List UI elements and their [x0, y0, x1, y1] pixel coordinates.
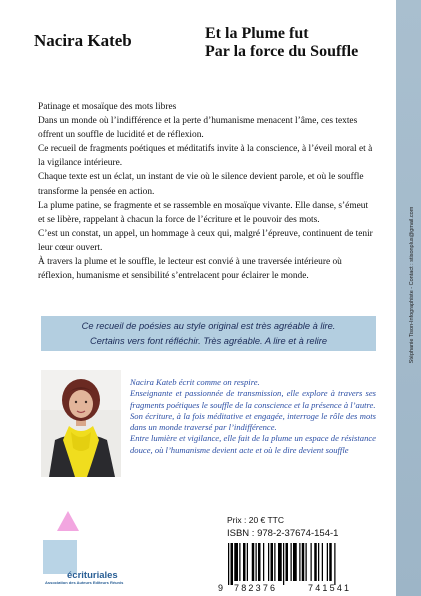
title-line-2: Par la force du Souffle [205, 43, 359, 60]
spine-credit: Stéphanie Tison-Infographiste - Contact : stisonplus@gmail.com [409, 206, 415, 364]
barcode-bar [228, 543, 229, 585]
author-bio [130, 377, 376, 456]
barcode-bar [239, 543, 240, 581]
price-label: Prix : 20 € TTC [227, 515, 284, 525]
author-photo [41, 370, 121, 477]
bio-paragraph: Entre lumière et vigilance, elle fait de la plume un espace de résistance douce, où l’humanisme devient acte et où le dire devient souffle [130, 433, 376, 455]
barcode-bar [234, 543, 238, 581]
barcode-bar [274, 543, 275, 581]
barcode-bar [334, 543, 335, 585]
bio-paragraph: Son écriture, à la fois méditative et engagée, interroge le rôle des mots dans un monde traversé par l’indifférence. [130, 410, 376, 433]
bio-paragraph: Nacira Kateb écrit comme on respire. [130, 377, 260, 387]
back-text-paragraph: C’est un constat, un appel, un hommage à ceux qui, malgré l’épreuve, continuent de tenir leur cœur ouvert. [38, 228, 373, 253]
barcode-bar [243, 543, 246, 581]
barcode-bar [329, 543, 332, 581]
author-name: Nacira Kateb [34, 31, 132, 50]
barcode-bar [322, 543, 323, 581]
barcode-bar [327, 543, 328, 581]
isbn-barcode [216, 543, 380, 595]
barcode-bar [286, 543, 289, 581]
barcode-bar [291, 543, 292, 581]
barcode-bar [271, 543, 274, 581]
review-line-2: Certains vers font réfléchir. Très agréable. A lire et à relire [90, 336, 327, 346]
publisher-name: écrituriales [67, 570, 118, 581]
barcode-bar [318, 543, 319, 581]
bio-paragraph: Enseignante et passionnée de transmission, elle explore à travers ses fragments poétiques le souffle de la conscience et la présence à l’autre. [130, 388, 376, 410]
barcode-bar [256, 543, 257, 581]
back-text-paragraph: Dans un monde où l’indifférence et la perte d’humanisme menacent l’âme, ces textes offrent un souffle de lucidité et de réflexion. [38, 116, 358, 141]
barcode-bar [302, 543, 305, 581]
barcode-bar [306, 543, 307, 581]
publisher-logo [36, 497, 146, 585]
barcode-bar [293, 543, 297, 581]
barcode-bar [278, 543, 282, 581]
book-title [205, 25, 375, 61]
review-quote-box [41, 316, 376, 351]
publisher-subtitle: Association des Auteurs Editeurs Réunis [45, 580, 124, 585]
back-text-paragraph: À travers la plume et le souffle, le lecteur est convié à une traversée intérieure où réflexion, humanisme et sensibilité s’entrelacent pour éclairer le monde. [38, 257, 342, 282]
barcode-bar [247, 543, 248, 581]
logo-triangle-shape [57, 511, 79, 531]
barcode-bar [258, 543, 261, 581]
back-cover-text [38, 100, 374, 283]
logo-square-shape [43, 540, 77, 574]
barcode-bar [268, 543, 269, 581]
barcode-right-group: 741541 [308, 583, 352, 593]
barcode-digits [216, 583, 380, 595]
barcode-left-group: 782376 [234, 583, 278, 593]
barcode-bar [283, 543, 284, 585]
back-text-paragraph: Chaque texte est un éclat, un instant de vie où le silence devient parole, et où le souffle transforme la pensée en action. [38, 172, 364, 197]
barcode-bar [299, 543, 300, 581]
barcode-bar [231, 543, 234, 585]
barcode-first-digit: 9 [218, 583, 224, 593]
title-line-1: Et la Plume fut [205, 25, 309, 42]
barcode-bar [311, 543, 312, 581]
barcode-bar [263, 543, 264, 581]
isbn-label: ISBN : 978-2-37674-154-1 [227, 528, 339, 539]
review-line-1: Ce recueil de poésies au style original est très agréable à lire. [81, 321, 336, 331]
back-text-paragraph: Patinage et mosaïque des mots libres [38, 102, 177, 112]
barcode-bar [314, 543, 317, 581]
back-text-paragraph: La plume patine, se fragmente et se rassemble en mosaïque vivante. Elle danse, s’émeut et se libère, rappelant à chacun la force de l’écriture et le pouvoir des mots. [38, 200, 369, 225]
barcode-bars [216, 543, 380, 585]
barcode-bar [252, 543, 255, 581]
back-text-paragraph: Ce recueil de fragments poétiques et méditatifs invite à la conscience, à l’éveil moral et à la vigilance intérieure. [38, 144, 373, 169]
